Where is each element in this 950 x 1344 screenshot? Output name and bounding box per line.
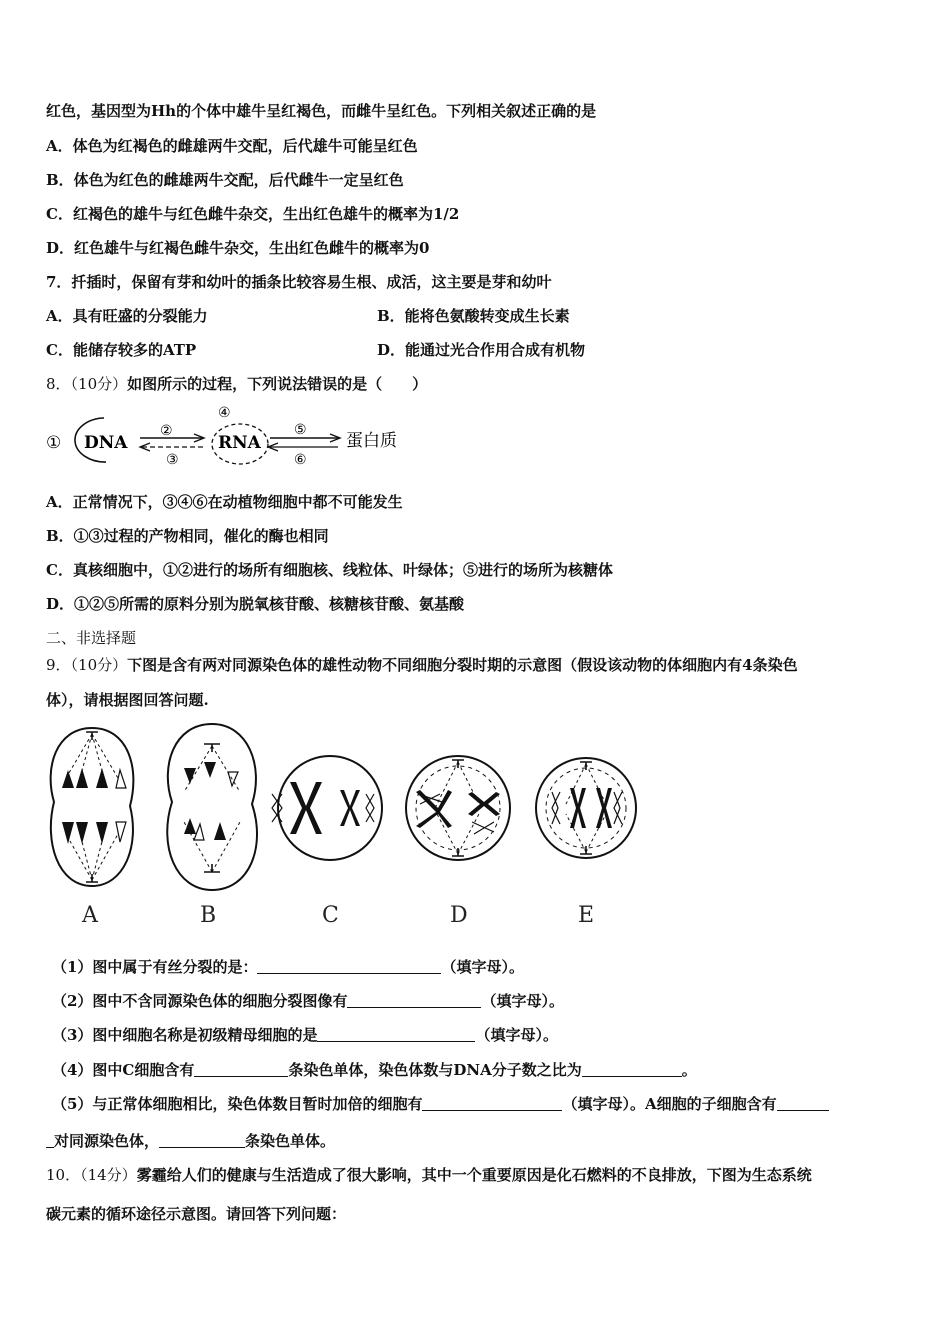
q8-option-d: D．①②⑤所需的原料分别为脱氧核苷酸、核糖核苷酸、氨基酸 — [46, 595, 465, 613]
q10-stem1: 雾霾给人们的健康与生活造成了很大影响，其中一个重要原因是化石燃料的不良排放，下图为生态系统 — [136, 1166, 812, 1184]
q9-sub2-suffix: （填字母）。 — [481, 992, 564, 1010]
q9-sub2-blank[interactable] — [347, 992, 481, 1008]
q6-stem: 红色，基因型为Hh的个体中雄牛呈红褐色，而雌牛呈红色。下列相关叙述正确的是 — [46, 102, 597, 120]
q7-option-a: A．具有旺盛的分裂能力 — [46, 307, 208, 325]
q9-sub5-line1 — [52, 1094, 829, 1114]
q9-sub2-text: （2）图中不含同源染色体的细胞分裂图像有 — [52, 992, 348, 1010]
q8-stem-line — [46, 374, 427, 394]
q8-option-b: B．①③过程的产物相同，催化的酶也相同 — [46, 527, 329, 545]
q9-sub3-suffix: （填字母）。 — [475, 1026, 558, 1044]
q9-sub4-blank2[interactable] — [582, 1061, 682, 1077]
q9-number: 9．（10分） — [46, 656, 128, 674]
q6-option-b: B．体色为红色的雌雄两牛交配，后代雌牛一定呈红色 — [46, 171, 404, 189]
q6-option-a: A．体色为红褐色的雌雄两牛交配，后代雄牛可能呈红色 — [46, 137, 418, 155]
q9-sub3-blank[interactable] — [317, 1026, 475, 1042]
q9-sub5-blank3[interactable] — [159, 1132, 245, 1148]
q9-sub4-mid: 条染色单体，染色体数与DNA分子数之比为 — [288, 1061, 582, 1079]
cell-e — [536, 758, 636, 858]
figure-label-c: C — [322, 903, 339, 928]
marker-5: ⑤ — [294, 422, 307, 438]
q9-sub5-mid: （填字母）。A细胞的子细胞含有 — [562, 1095, 777, 1113]
q9-sub1-text: （1）图中属于有丝分裂的是： — [52, 958, 258, 976]
marker-2: ② — [160, 423, 173, 439]
q7-option-d: D．能通过光合作用合成有机物 — [377, 341, 586, 359]
q8-stem: 如图所示的过程，下列说法错误的是（ ） — [127, 375, 428, 393]
dna-label: DNA — [84, 433, 128, 453]
cell-d — [406, 756, 510, 860]
figure-label-b: B — [200, 903, 217, 928]
q9-sub1 — [52, 957, 524, 977]
q9-sub5-line2 — [46, 1131, 335, 1151]
protein-label: 蛋白质 — [346, 431, 397, 451]
q9-sub4-text: （4）图中C细胞含有 — [52, 1061, 195, 1079]
q9-sub5-blank1[interactable] — [422, 1095, 562, 1111]
figure-label-e: E — [578, 903, 595, 928]
q9-sub5-text: （5）与正常体细胞相比，染色体数目暂时加倍的细胞有 — [52, 1095, 423, 1113]
q7-option-b: B．能将色氨酸转变成生长素 — [377, 307, 570, 325]
q9-sub5-blank2-cont[interactable] — [46, 1132, 54, 1148]
q10-number: 10．（14分） — [46, 1166, 137, 1184]
figure-label-d: D — [450, 903, 468, 928]
marker-6: ⑥ — [294, 452, 307, 468]
q6-option-c: C．红褐色的雄牛与红色雌牛杂交，生出红色雄牛的概率为1/2 — [46, 205, 460, 223]
marker-3: ③ — [166, 452, 179, 468]
q10-stem-line2: 碳元素的循环途径示意图。请回答下列问题： — [46, 1205, 347, 1223]
q9-sub1-blank[interactable] — [257, 958, 441, 974]
q6-option-d: D．红色雄牛与红褐色雌牛杂交，生出红色雌牛的概率为0 — [46, 239, 430, 257]
q7-option-c: C．能储存较多的ATP — [46, 341, 197, 359]
q9-sub3 — [52, 1025, 558, 1045]
q9-sub2 — [52, 991, 564, 1011]
rna-label: RNA — [218, 433, 261, 453]
q7-stem: 7．扦插时，保留有芽和幼叶的插条比较容易生根、成活，这主要是芽和幼叶 — [46, 273, 552, 291]
q9-sub5-text2: 对同源染色体， — [54, 1132, 160, 1150]
q9-sub5-suffix: 条染色单体。 — [245, 1132, 336, 1150]
section-heading: 二、非选择题 — [46, 629, 137, 647]
q8-number: 8．（10分） — [46, 375, 128, 393]
q8-option-c: C．真核细胞中，①②进行的场所有细胞核、线粒体、叶绿体；⑤进行的场所为核糖体 — [46, 561, 613, 579]
q9-sub4-suffix: 。 — [681, 1061, 697, 1079]
figure-label-a: A — [82, 903, 98, 928]
q9-stem-line1 — [46, 655, 798, 675]
cell-a — [51, 728, 134, 886]
marker-4: ④ — [218, 405, 231, 421]
q10-stem-line1 — [46, 1165, 812, 1185]
central-dogma-diagram — [44, 404, 424, 468]
q9-sub3-text: （3）图中细胞名称是初级精母细胞的是 — [52, 1026, 318, 1044]
q8-option-a: A．正常情况下，③④⑥在动植物细胞中都不可能发生 — [46, 493, 403, 511]
q9-sub1-suffix: （填字母）。 — [441, 958, 524, 976]
q9-sub5-blank2[interactable] — [777, 1095, 829, 1111]
q9-sub4-blank1[interactable] — [194, 1061, 288, 1077]
q9-sub4 — [52, 1060, 697, 1080]
q9-stem1: 下图是含有两对同源染色体的雄性动物不同细胞分裂时期的示意图（假设该动物的体细胞内有4条染色 — [127, 656, 798, 674]
chromosomes — [62, 762, 612, 844]
q9-stem-line2: 体），请根据图回答问题. — [46, 691, 209, 709]
cell-division-figures — [44, 722, 644, 898]
marker-1: ① — [46, 433, 62, 453]
